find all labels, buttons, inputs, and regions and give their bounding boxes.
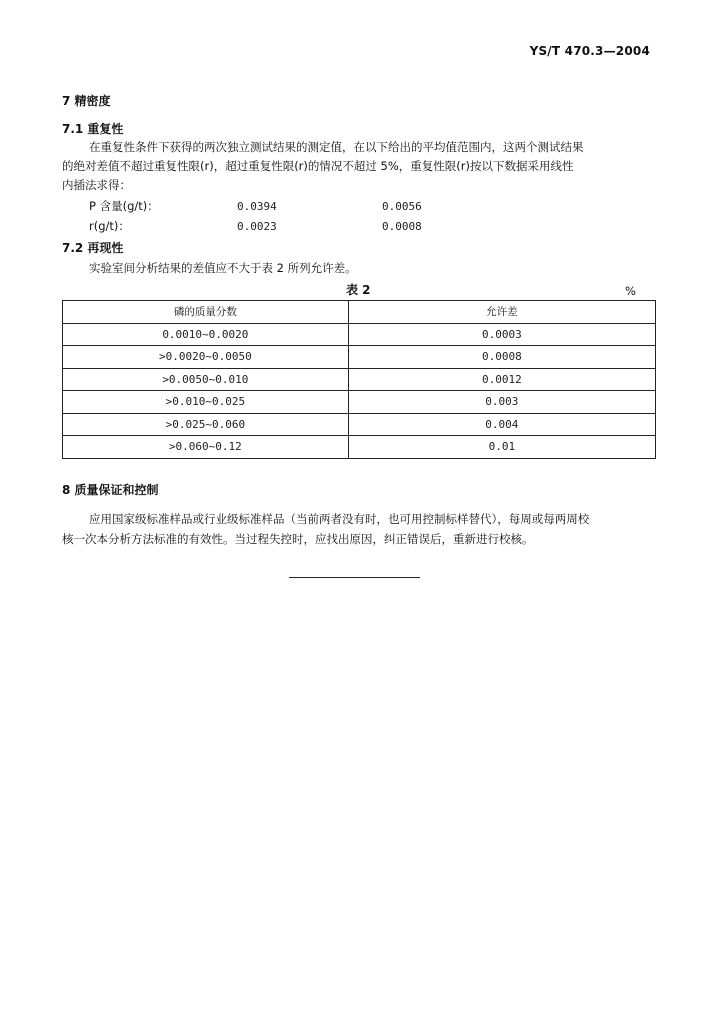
cell-range: 0.0010~0.0020 <box>63 323 349 346</box>
cell-range: >0.025~0.060 <box>63 413 349 436</box>
cell-range: >0.010~0.025 <box>63 391 349 414</box>
cell-allowance: 0.01 <box>348 436 655 459</box>
p-content-value-1: 0.0394 <box>237 200 277 213</box>
cell-range: >0.0050~0.010 <box>63 368 349 391</box>
cell-allowance: 0.003 <box>348 391 655 414</box>
end-rule <box>289 577 420 578</box>
qa-para-line2: 核一次本分析方法标准的有效性。当过程失控时，应找出原因，纠正错误后，重新进行校核。 <box>62 532 534 546</box>
reproducibility-para: 实验室间分析结果的差值应不大于表 2 所列允许差。 <box>89 261 357 275</box>
table-2-unit: % <box>625 284 636 298</box>
cell-range: >0.0020~0.0050 <box>63 346 349 369</box>
section-7-2-title: 7.2 再现性 <box>62 241 124 255</box>
table-2 <box>62 300 656 459</box>
cell-allowance: 0.0003 <box>348 323 655 346</box>
r-label: r(g/t)： <box>89 219 130 233</box>
cell-allowance: 0.0012 <box>348 368 655 391</box>
table-row <box>63 346 656 369</box>
repeatability-para-line2: 的绝对差值不超过重复性限(r)，超过重复性限(r)的情况不超过 5%，重复性限(r)按以下数据采用线性 <box>62 159 574 173</box>
repeatability-para-line3: 内插法求得： <box>62 178 131 192</box>
p-content-value-2: 0.0056 <box>382 200 422 213</box>
table-row <box>63 368 656 391</box>
cell-range: >0.060~0.12 <box>63 436 349 459</box>
table-row <box>63 436 656 459</box>
col-header-allowable-difference: 允许差 <box>348 301 655 324</box>
table-header-row <box>63 301 656 324</box>
section-8-title: 8 质量保证和控制 <box>62 483 159 497</box>
table-row <box>63 323 656 346</box>
repeatability-para-line1: 在重复性条件下获得的两次独立测试结果的测定值，在以下给出的平均值范围内，这两个测试结果 <box>89 140 584 154</box>
r-value-2: 0.0008 <box>382 220 422 233</box>
col-header-mass-fraction: 磷的质量分数 <box>63 301 349 324</box>
qa-para-line1: 应用国家级标准样品或行业级标准样品（当前两者没有时，也可用控制标样替代），每周或每两周校 <box>89 512 590 526</box>
standard-code: YS/T 470.3—2004 <box>529 44 650 58</box>
section-7-1-title: 7.1 重复性 <box>62 122 124 136</box>
table-row <box>63 391 656 414</box>
p-content-label: P 含量(g/t)： <box>89 199 159 213</box>
cell-allowance: 0.004 <box>348 413 655 436</box>
table-row <box>63 413 656 436</box>
r-value-1: 0.0023 <box>237 220 277 233</box>
table-2-title: 表 2 <box>346 283 371 297</box>
section-7-title: 7 精密度 <box>62 94 111 108</box>
cell-allowance: 0.0008 <box>348 346 655 369</box>
